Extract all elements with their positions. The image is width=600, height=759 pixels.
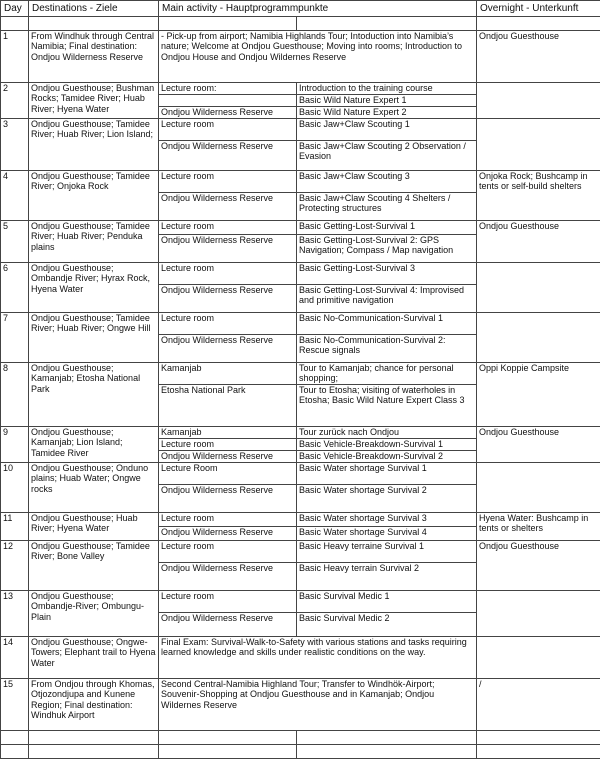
activity-detail: Basic Jaw+Claw Scouting 2 Observation / Evasion <box>297 141 477 171</box>
activity-detail: Basic Jaw+Claw Scouting 4 Shelters / Protecting structures <box>297 193 477 221</box>
day-number: 15 <box>1 679 29 731</box>
table-row <box>1 313 600 335</box>
activity-location: Kamanjab <box>159 363 297 385</box>
activity-detail: Basic Jaw+Claw Scouting 3 <box>297 171 477 193</box>
activity-detail: Tour zurück nach Ondjou <box>297 427 477 439</box>
activity-location: Ondjou Wilderness Reserve <box>159 335 297 363</box>
destinations-cell: Ondjou Guesthouse; Onduno plains; Huab Water; Ongwe rocks <box>29 463 159 513</box>
activity-location: Ondjou Wilderness Reserve <box>159 141 297 171</box>
empty-cell <box>29 731 159 745</box>
activity-location: Lecture room <box>159 171 297 193</box>
day-number: 7 <box>1 313 29 363</box>
table-row <box>1 591 600 613</box>
destinations-cell: From Windhuk through Central Namibia; Final destination: Ondjou Wilderness Reserve <box>29 31 159 83</box>
destinations-cell: Ondjou Guesthouse; Bushman Rocks; Tamidee River; Huab River; Hyena Water <box>29 83 159 119</box>
overnight-cell: Ondjou Guesthouse <box>477 541 600 591</box>
empty-cell <box>29 745 159 759</box>
destinations-cell: From Ondjou through Khomas, Otjozondjupa and Kunene Region; Final destination: Windhuk Airport <box>29 679 159 731</box>
activity-full: - Pick-up from airport; Namibia Highlands Tour; Intoduction into Namibia’s nature; Welcome at Ondjou Guesthouse; Moving into rooms; Introduction to Ondjou House and Ondjou Wildernes Reserve <box>159 31 477 83</box>
activity-location: Lecture room <box>159 263 297 285</box>
empty-cell <box>1 731 29 745</box>
activity-detail: Introduction to the training course <box>297 83 477 95</box>
activity-location: Ondjou Wilderness Reserve <box>159 613 297 637</box>
overnight-cell <box>477 263 600 313</box>
day-number: 12 <box>1 541 29 591</box>
activity-detail: Basic Wild Nature Expert 1 <box>297 95 477 107</box>
table-row <box>1 427 600 439</box>
overnight-cell: Ondjou Guesthouse <box>477 427 600 463</box>
activity-detail: Basic Water shortage Survival 3 <box>297 513 477 527</box>
activity-location: Lecture room: <box>159 83 297 95</box>
spacer-row <box>1 745 600 759</box>
overnight-cell: Onjoka Rock; Bushcamp in tents or self-build shelters <box>477 171 600 221</box>
activity-location: Lecture room <box>159 541 297 563</box>
activity-detail: Basic Jaw+Claw Scouting 1 <box>297 119 477 141</box>
overnight-cell: Oppi Koppie Campsite <box>477 363 600 427</box>
activity-location: Ondjou Wilderness Reserve <box>159 235 297 263</box>
activity-location: Lecture Room <box>159 463 297 485</box>
activity-detail: Basic Water shortage Survival 4 <box>297 527 477 541</box>
overnight-cell <box>477 119 600 171</box>
empty-cell <box>159 731 297 745</box>
activity-location: Lecture room <box>159 313 297 335</box>
activity-location: Etosha National Park <box>159 385 297 427</box>
table-row <box>1 637 600 679</box>
activity-detail: Basic Getting-Lost-Survival 2: GPS Navigation; Compass / Map navigation <box>297 235 477 263</box>
overnight-cell <box>477 463 600 513</box>
activity-location: Kamanjab <box>159 427 297 439</box>
itinerary-body <box>1 17 600 759</box>
day-number: 9 <box>1 427 29 463</box>
overnight-cell <box>477 591 600 637</box>
table-row <box>1 221 600 235</box>
empty-cell <box>1 745 29 759</box>
empty-cell <box>159 745 297 759</box>
table-row <box>1 31 600 83</box>
day-number: 2 <box>1 83 29 119</box>
destinations-cell: Ondjou Guesthouse; Huab River; Hyena Water <box>29 513 159 541</box>
day-number: 13 <box>1 591 29 637</box>
activity-location: Ondjou Wilderness Reserve <box>159 485 297 513</box>
spacer-row <box>1 731 600 745</box>
table-row <box>1 119 600 141</box>
activity-location: Ondjou Wilderness Reserve <box>159 451 297 463</box>
table-row <box>1 363 600 385</box>
overnight-cell <box>477 83 600 119</box>
day-number: 8 <box>1 363 29 427</box>
activity-full: Second Central-Namibia Highland Tour; Transfer to Windhök-Airport; Souvenir-Shopping at Ondjou Guesthouse and in Kamanjab; Ondjou Wildernes Reserve <box>159 679 477 731</box>
activity-detail: Basic No-Communication-Survival 2: Rescue signals <box>297 335 477 363</box>
activity-detail: Basic Getting-Lost-Survival 4: Improvised and primitive navigation <box>297 285 477 313</box>
day-number: 4 <box>1 171 29 221</box>
day-number: 14 <box>1 637 29 679</box>
activity-location: Lecture room <box>159 513 297 527</box>
destinations-cell: Ondjou Guesthouse; Tamidee River; Huab River; Lion Island; <box>29 119 159 171</box>
activity-location: Ondjou Wilderness Reserve <box>159 107 297 119</box>
header-day: Day <box>1 1 29 17</box>
activity-full: Final Exam: Survival-Walk-to-Safety with various stations and tasks requiring learned knowledge and skills under realistic conditions on the way. <box>159 637 477 679</box>
activity-detail: Basic Survival Medic 2 <box>297 613 477 637</box>
activity-detail: Tour to Etosha; visiting of waterholes in Etosha; Basic Wild Nature Expert Class 3 <box>297 385 477 427</box>
day-number: 6 <box>1 263 29 313</box>
header-overnight: Overnight - Unterkunft <box>477 1 600 17</box>
activity-detail: Basic Heavy terrain Survival 2 <box>297 563 477 591</box>
activity-location: Lecture room <box>159 119 297 141</box>
activity-detail: Tour to Kamanjab; chance for personal shopping; <box>297 363 477 385</box>
table-row <box>1 171 600 193</box>
activity-detail: Basic Survival Medic 1 <box>297 591 477 613</box>
destinations-cell: Ondjou Guesthouse; Ongwe-Towers; Elephant trail to Hyena Water <box>29 637 159 679</box>
activity-detail: Basic Water shortage Survival 1 <box>297 463 477 485</box>
destinations-cell: Ondjou Guesthouse; Tamidee River; Huab River; Penduka plains <box>29 221 159 263</box>
empty-cell <box>297 731 477 745</box>
activity-location: Ondjou Wilderness Reserve <box>159 193 297 221</box>
activity-detail: Basic Getting-Lost-Survival 1 <box>297 221 477 235</box>
activity-location: Ondjou Wilderness Reserve <box>159 527 297 541</box>
activity-location: Lecture room <box>159 591 297 613</box>
activity-location <box>159 95 297 107</box>
overnight-cell: / <box>477 679 600 731</box>
destinations-cell: Ondjou Guesthouse; Tamidee River; Bone Valley <box>29 541 159 591</box>
activity-location: Lecture room <box>159 221 297 235</box>
empty-cell <box>477 745 600 759</box>
day-number: 10 <box>1 463 29 513</box>
table-row <box>1 679 600 731</box>
table-row <box>1 463 600 485</box>
destinations-cell: Ondjou Guesthouse; Ombandje River; Hyrax Rock, Hyena Water <box>29 263 159 313</box>
spacer-row <box>1 17 600 31</box>
destinations-cell: Ondjou Guesthouse; Tamidee River; Huab River; Ongwe Hill <box>29 313 159 363</box>
table-row <box>1 513 600 527</box>
table-row <box>1 83 600 95</box>
header-row <box>1 1 600 17</box>
day-number: 5 <box>1 221 29 263</box>
destinations-cell: Ondjou Guesthouse; Kamanjab; Lion Island; Tamidee River <box>29 427 159 463</box>
activity-location: Ondjou Wilderness Reserve <box>159 285 297 313</box>
activity-location: Ondjou Wilderness Reserve <box>159 563 297 591</box>
table-row <box>1 263 600 285</box>
overnight-cell <box>477 637 600 679</box>
activity-detail: Basic Wild Nature Expert 2 <box>297 107 477 119</box>
day-number: 11 <box>1 513 29 541</box>
activity-detail: Basic No-Communication-Survival 1 <box>297 313 477 335</box>
overnight-cell: Ondjou Guesthouse <box>477 31 600 83</box>
activity-detail: Basic Heavy terraine Survival 1 <box>297 541 477 563</box>
activity-location: Lecture room <box>159 439 297 451</box>
header-destinations: Destinations - Ziele <box>29 1 159 17</box>
header-main-activity: Main activity - Hauptprogrammpunkte <box>159 1 477 17</box>
destinations-cell: Ondjou Guesthouse; Kamanjab; Etosha National Park <box>29 363 159 427</box>
activity-detail: Basic Water shortage Survival 2 <box>297 485 477 513</box>
overnight-cell: Ondjou Guesthouse <box>477 221 600 263</box>
empty-cell <box>297 745 477 759</box>
destinations-cell: Ondjou Guesthouse; Ombandje-River; Ombungu-Plain <box>29 591 159 637</box>
activity-detail: Basic Vehicle-Breakdown-Survival 2 <box>297 451 477 463</box>
activity-detail: Basic Vehicle-Breakdown-Survival 1 <box>297 439 477 451</box>
empty-cell <box>477 731 600 745</box>
overnight-cell: Hyena Water: Bushcamp in tents or shelters <box>477 513 600 541</box>
table-row <box>1 541 600 563</box>
day-number: 3 <box>1 119 29 171</box>
destinations-cell: Ondjou Guesthouse; Tamidee River; Onjoka Rock <box>29 171 159 221</box>
day-number: 1 <box>1 31 29 83</box>
activity-detail: Basic Getting-Lost-Survival 3 <box>297 263 477 285</box>
overnight-cell <box>477 313 600 363</box>
